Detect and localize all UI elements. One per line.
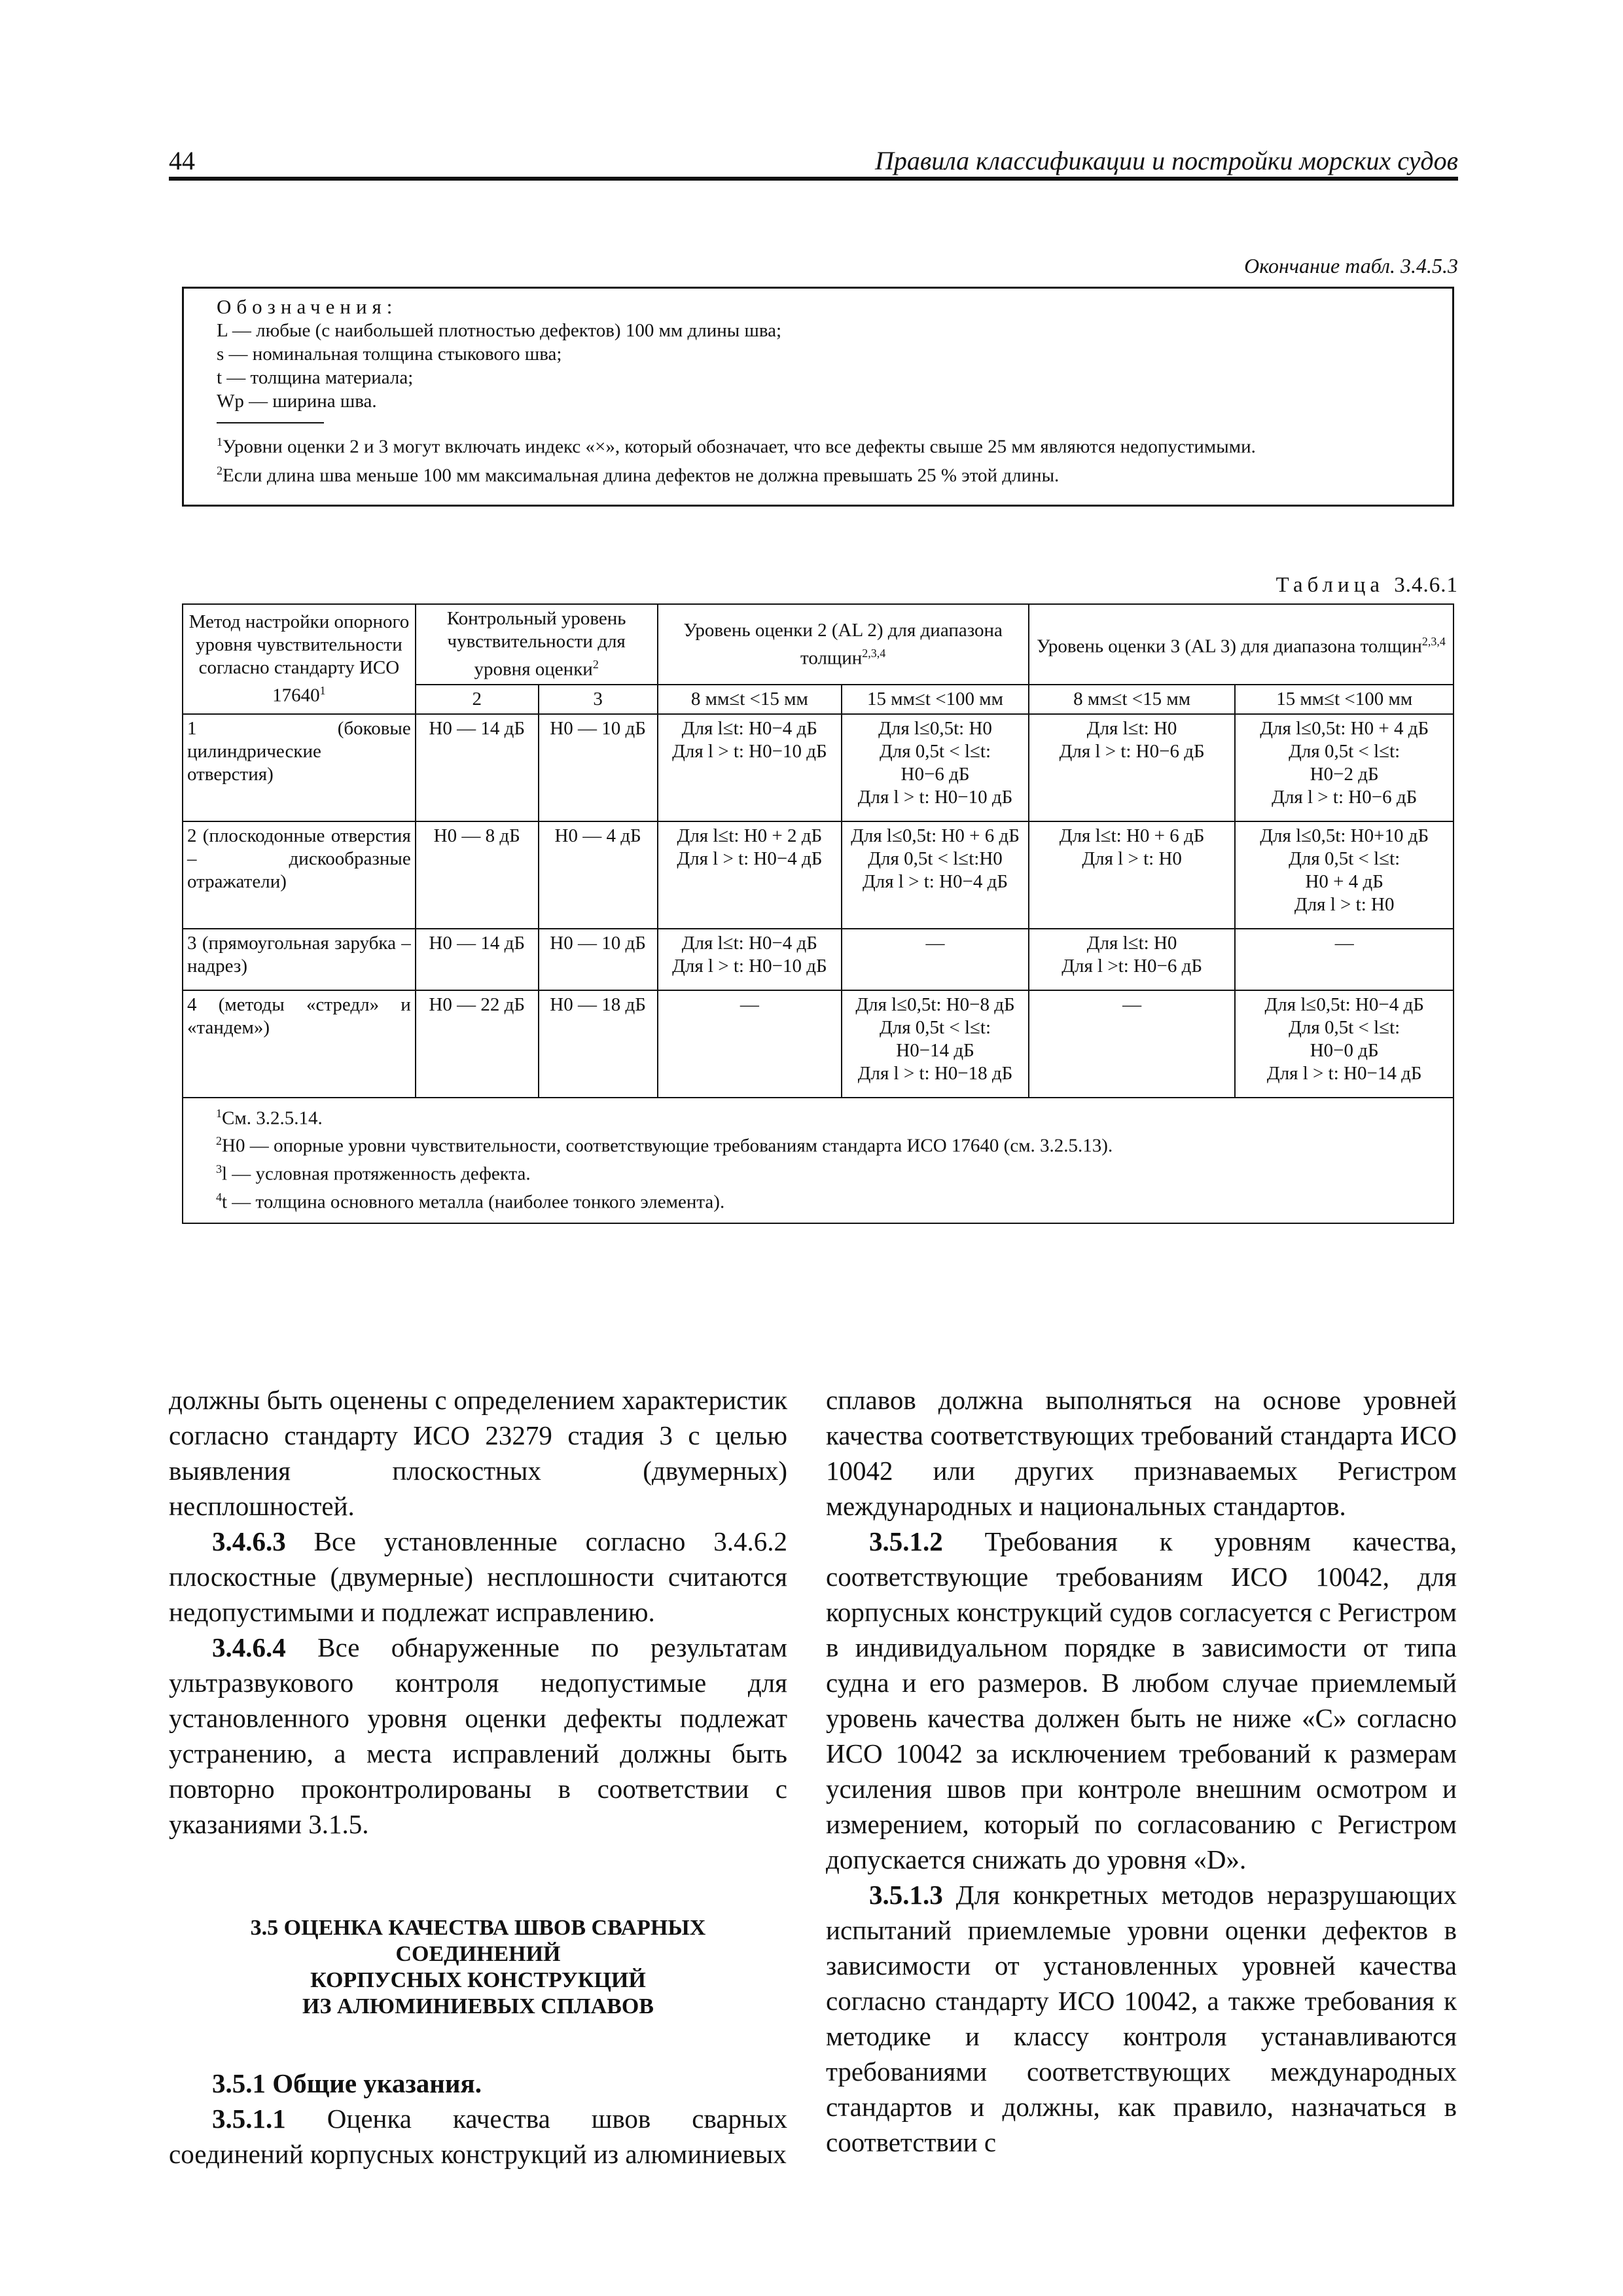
cell-line: Для 0,5t < l≤t: [879,740,991,762]
cell-assessment [658,990,842,1098]
cell-line: Для l≤0,5t: H0 + 4 дБ [1260,717,1429,739]
cell-assessment [1235,714,1454,821]
cell-assessment [1029,990,1236,1098]
table-row [183,714,1454,821]
cell-assessment [842,929,1029,990]
cell-line: — [740,994,759,1015]
cell-assessment [658,714,842,821]
cell-assessment [842,714,1029,821]
cell-method: 3 (прямоугольная зарубка – надрез) [183,929,416,990]
subsection-heading: 3.5.1 Общие указания. [212,2068,482,2098]
paragraph: 3.5.1.3 Для конкретных методов неразрушающих испытаний приемлемые уровни оценки дефектов в зависимости от установленных уровней качества согласно стандарту ИСО 10042, а также требования к методике и классу контроля устанавливаются требованиями соответствующих международных стандартов и должны, как правило, назначаться в соответствии с [826,1880,1457,2157]
table-row [183,929,1454,990]
paragraph: 3.4.6.3 Все установленные согласно 3.4.6.2 плоскостные (двумерные) несплошности считаются недопустимыми и подлежат исправлению. [169,1526,787,1627]
running-title: Правила классификации и постройки морских судов [874,146,1458,175]
cell-line: Для l≤t: H0 [1086,717,1177,739]
header-level-2: 2 [416,685,539,714]
section-heading: 3.5 ОЦЕНКА КАЧЕСТВА ШВОВ СВАРНЫХ СОЕДИНЕНИЙ КОРПУСНЫХ КОНСТРУКЦИЙ ИЗ АЛЮМИНИЕВЫХ СПЛАВОВ [250,1916,706,2018]
cell-line: — [1122,994,1142,1015]
cell-line: Для l≤0,5t: H0−8 дБ [855,994,1015,1015]
cell-line: H0−0 дБ [1310,1039,1379,1061]
cell-line: Для l≤t: H0−4 дБ [681,717,817,739]
cell-control-level: H0 — 4 дБ [539,821,658,929]
left-column [169,1382,787,2172]
cell-line: Для l >t: H0−6 дБ [1061,955,1203,977]
cell-line: Для 0,5t < l≤t: [879,1016,991,1038]
cell-control-level: H0 — 10 дБ [539,714,658,821]
cell-line: Для 0,5t < l≤t: [1289,740,1400,762]
right-column [826,1382,1457,2160]
cell-assessment [842,821,1029,929]
cell-assessment [1029,821,1236,929]
cell-control-level: H0 — 8 дБ [416,821,539,929]
legend-item: t — толщина материала; [217,367,414,388]
page-number: 44 [169,146,195,175]
cell-line: Для l > t: H0−14 дБ [1266,1062,1422,1084]
sensitivity-table [182,603,1454,1224]
cell-line: Для l > t: H0−4 дБ [862,870,1008,892]
legend-item: s — номинальная толщина стыкового шва; [217,344,562,365]
header-method: Метод настройки опорного уровня чувствительности согласно стандарту ИСО 17640$^1$ [183,604,416,714]
paragraph: 3.5.1.2 Требования к уровням качества, соответствующие требованиям ИСО 10042, для корпусных конструкций судов согласуется с Регистром в индивидуальном порядке в зависимости от типа судна и его размеров. В любом случае приемлемый уровень качества должен быть не ниже «С» согласно ИСО 10042 за исключением требований к размерам усиления швов при контроле внешним осмотром и измерением, который по согласованию с Регистром допускается снижать до уровня «D». [826,1526,1457,1874]
cell-control-level: H0 — 10 дБ [539,929,658,990]
cell-assessment [1235,929,1454,990]
continuation-caption: Окончание табл. 3.4.5.3 [1244,254,1458,278]
cell-assessment [658,821,842,929]
cell-line: Для l > t: H0−10 дБ [857,786,1013,808]
legend-box [182,287,1454,507]
footnote-separator [217,422,324,423]
table-notes-row [183,1098,1454,1224]
cell-line: Для l > t: H0−6 дБ [1272,786,1418,808]
table-row [183,990,1454,1098]
cell-control-level: H0 — 18 дБ [539,990,658,1098]
table-notes [183,1098,1454,1224]
paragraph: 3.5.1.1 Оценка качества швов сварных соединений корпусных конструкций из алюминиевых [169,2104,787,2169]
legend-footnote: $^1$Уровни оценки 2 и 3 могут включать индекс «×», который обозначает, что все дефекты свыше 25 мм являются недопустимыми. [217,435,1256,457]
cell-assessment [1029,714,1236,821]
cell-line: Для l≤t: H0 [1086,932,1177,954]
cell-line: Для l > t: H0 [1082,848,1182,869]
header-control-level: Контрольный уровень чувствительности для уровня оценки$^2$ [416,604,658,685]
cell-line: Для l > t: H0−10 дБ [672,740,827,762]
cell-assessment [842,990,1029,1098]
cell-method: 2 (плоскодонные отверстия – дискообразные отражатели) [183,821,416,929]
header-range: 8 мм≤t <15 мм [658,685,842,714]
cell-line: H0−2 дБ [1310,763,1379,785]
cell-line: Для l > t: H0 [1294,893,1395,915]
cell-assessment [658,929,842,990]
header-al3: Уровень оценки 3 (AL 3) для диапазона толщин$^{2,3,4}$ [1029,604,1454,685]
cell-line: H0−6 дБ [901,763,970,785]
header-range: 15 мм≤t <100 мм [842,685,1029,714]
cell-control-level: H0 — 22 дБ [416,990,539,1098]
header-range: 15 мм≤t <100 мм [1235,685,1454,714]
legend-heading: Обозначения: [217,295,398,318]
cell-line: — [1334,932,1354,954]
table-note: $^1$См. 3.2.5.14. [216,1106,323,1129]
cell-line: Для l≤0,5t: H0−4 дБ [1264,994,1424,1015]
cell-line: — [925,932,945,954]
header-rule [169,177,1458,181]
table-note: $^2$H0 — опорные уровни чувствительности, соответствующие требованиям стандарта ИСО 17640 (см. 3.2.5.13). [216,1134,1113,1157]
legend-item: L — любые (с наибольшей плотностью дефектов) 100 мм длины шва; [217,320,782,341]
table-note: $^4$t — толщина основного металла (наиболее тонкого элемента). [216,1190,725,1213]
paragraph: 3.4.6.4 Все обнаруженные по результатам ультразвукового контроля недопустимые для установленного уровня оценки дефекты подлежат устранению, а места исправлений должны быть повторно проконтролированы в соответствии с указаниями 3.1.5. [169,1632,787,1839]
cell-line: Для 0,5t < l≤t: [1289,848,1400,869]
cell-line: Для l≤0,5t: H0+10 дБ [1260,825,1429,846]
cell-method: 1 (боковые цилиндрические отверстия) [183,714,416,821]
cell-line: Для l≤0,5t: H0 + 6 дБ [851,825,1020,846]
cell-line: Для 0,5t < l≤t:H0 [868,848,1003,869]
cell-method: 4 (методы «стредл» и «тандем») [183,990,416,1098]
header-al2: Уровень оценки 2 (AL 2) для диапазона толщин$^{2,3,4}$ [658,604,1029,685]
legend-footnote: $^2$Если длина шва меньше 100 мм максимальная длина дефектов не должна превышать 25 % этой длины. [217,463,1060,486]
cell-line: Для l≤t: H0−4 дБ [681,932,817,954]
cell-assessment [1235,821,1454,929]
cell-line: Для l > t: H0−4 дБ [677,848,823,869]
paragraph: должны быть оценены с определением характеристик согласно стандарту ИСО 23279 стадия 3 с целью выявления плоскостных (двумерных) несплошностей. [169,1385,787,1521]
table-note: $^3$l — условная протяженность дефекта. [216,1162,531,1185]
cell-assessment [1029,929,1236,990]
cell-line: Для l≤t: H0 + 6 дБ [1059,825,1205,846]
cell-line: H0 + 4 дБ [1305,870,1383,892]
cell-control-level: H0 — 14 дБ [416,714,539,821]
paragraph: сплавов должна выполняться на основе уровней качества соответствующих требований стандарта ИСО 10042 или других признаваемых Регистром международных и национальных стандартов. [826,1385,1457,1521]
cell-line: Для l > t: H0−10 дБ [672,955,827,977]
cell-assessment [1235,990,1454,1098]
table-row [183,821,1454,929]
cell-line: Для l≤0,5t: H0 [878,717,992,739]
legend-item: Wp — ширина шва. [217,391,377,412]
header-range: 8 мм≤t <15 мм [1029,685,1236,714]
table-header-row [183,604,1454,685]
cell-line: H0−14 дБ [896,1039,974,1061]
cell-line: Для l > t: H0−18 дБ [857,1062,1013,1084]
cell-line: Для 0,5t < l≤t: [1289,1016,1400,1038]
cell-control-level: H0 — 14 дБ [416,929,539,990]
cell-line: Для l≤t: H0 + 2 дБ [677,825,823,846]
cell-line: Для l > t: H0−6 дБ [1059,740,1205,762]
header-level-3: 3 [539,685,658,714]
table-caption: Таблица 3.4.6.1 [1275,573,1458,597]
